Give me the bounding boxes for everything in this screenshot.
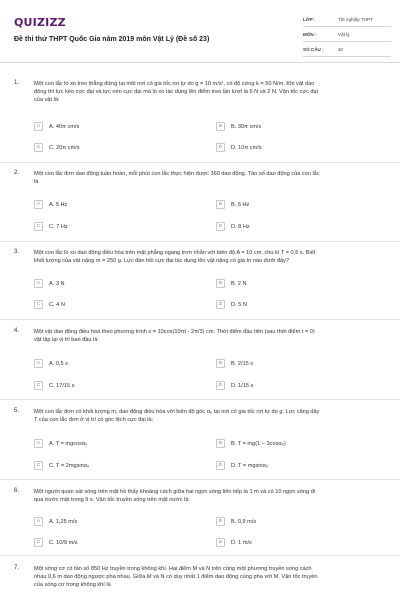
option-letter-box: A — [34, 517, 43, 526]
option-letter-box: A — [34, 279, 43, 288]
meta-value: 40 — [338, 46, 344, 52]
question-divider — [0, 555, 400, 556]
question-line: vật lặp lại vị trí ban đầu là: — [34, 337, 99, 343]
option-text: C. T = 2mgsinα₀ — [49, 462, 90, 469]
question-text — [34, 249, 388, 265]
question-line: qua trước mặt trong 9 s. Vận tốc truyền sóng trên mặt nước là: — [34, 497, 190, 503]
option-text: D. 8 Hz — [231, 223, 250, 230]
option-letter-box: D — [216, 222, 225, 231]
quizizz-logo: QUIZIZZ — [14, 16, 66, 29]
option-letter-box: B — [216, 359, 225, 368]
option-text: C. 7 Hz — [49, 223, 68, 230]
option-b[interactable] — [216, 278, 366, 289]
question-number: 5. — [14, 408, 20, 414]
question-text — [34, 565, 388, 589]
option-d[interactable] — [216, 380, 366, 391]
option-letter-box: D — [216, 538, 225, 547]
option-text: A. T = mgcosα₀ — [49, 440, 88, 447]
option-b[interactable] — [216, 358, 366, 369]
question-number: 3. — [14, 249, 20, 255]
question-line: động thì lực kéo cực đại và lực nén cực đại mà lò xo tác dụng lên điểm treo lần lượt là 6 N và 2 N. Vận tốc cực đại — [34, 89, 318, 95]
question-line: Một con lắc lò xo treo thẳng đứng tại một nơi có gia tốc rơi tự do g = 10 m/s², có độ cứng k = 50 N/m. Khi vật dao — [34, 81, 315, 87]
question-line: là — [34, 179, 39, 185]
question-line: Một con lắc đơn có khối lượng m, dao động điều hòa với biên độ góc α₀ tại nơi có gia tốc rơi tự do g. Lực căng dây — [34, 409, 320, 415]
option-text: D. 1 m/s — [231, 539, 252, 546]
option-letter-box: A — [34, 122, 43, 131]
option-text: A. 1,25 m/s — [49, 518, 78, 525]
question-text — [34, 80, 388, 104]
option-text: A. 40π cm/s — [49, 123, 80, 130]
option-c[interactable] — [34, 460, 184, 471]
question-divider — [0, 319, 400, 320]
question-line: Một sóng cơ có tần số 850 Hz truyền trong không khí. Hai điểm M và N trên cùng một phương truyền sóng cách — [34, 566, 312, 572]
option-letter-box: C — [34, 461, 43, 470]
meta-row-count — [303, 42, 391, 57]
option-d[interactable] — [216, 142, 366, 153]
option-letter-box: A — [34, 439, 43, 448]
option-d[interactable] — [216, 299, 366, 310]
option-a[interactable] — [34, 358, 184, 369]
header-divider — [0, 62, 400, 63]
question-number: 7. — [14, 565, 20, 571]
option-c[interactable] — [34, 221, 184, 232]
option-c[interactable] — [34, 142, 184, 153]
option-letter-box: C — [34, 222, 43, 231]
question-line: Một con lắc lò xo dao động điều hòa trên mặt phẳng ngang trơn nhẵn với biên độ A = 10 cm, chu kì T = 0,5 s. Biết — [34, 250, 316, 256]
option-text: B. 6 Hz — [231, 201, 250, 208]
option-a[interactable] — [34, 516, 184, 527]
exam-meta — [303, 12, 391, 57]
question-divider — [0, 162, 400, 163]
option-letter-box: D — [216, 381, 225, 390]
question-divider — [0, 399, 400, 400]
option-a[interactable] — [34, 199, 184, 210]
option-text: C. 4 N — [49, 301, 65, 308]
meta-row-subject — [303, 27, 391, 42]
option-letter-box: C — [34, 381, 43, 390]
option-text: B. 0,9 m/s — [231, 518, 257, 525]
option-letter-box: D — [216, 143, 225, 152]
option-b[interactable] — [216, 516, 366, 527]
option-letter-box: A — [34, 200, 43, 209]
question-number: 1. — [14, 80, 20, 86]
option-text: B. 2 N — [231, 280, 247, 287]
exam-title: Đề thi thử THPT Quốc Gia năm 2019 môn Vật Lý (Đề số 23) — [14, 36, 210, 43]
question-line: của vật là: — [34, 97, 60, 103]
option-letter-box: C — [34, 538, 43, 547]
option-c[interactable] — [34, 380, 184, 391]
question-line: Một vật dao động điều hoà theo phương trình x = 10cos(10πt - 2π/3) cm. Thời điểm đầu tiên (sau thời điểm t = 0) — [34, 329, 315, 335]
option-text: D. T = mgsinα₀ — [231, 462, 269, 469]
option-letter-box: B — [216, 279, 225, 288]
meta-key: SỐ CÂU : — [303, 46, 324, 52]
meta-value: Tốt nghiệp THPT — [338, 16, 373, 22]
option-text: B. 30π cm/s — [231, 123, 262, 130]
option-text: C. 10/9 m/s — [49, 539, 78, 546]
option-text: B. 2/15 s — [231, 360, 254, 367]
option-letter-box: B — [216, 200, 225, 209]
option-text: A. 5 Hz — [49, 201, 68, 208]
meta-key: MÔN : — [303, 31, 317, 37]
option-letter-box: B — [216, 517, 225, 526]
option-letter-box: C — [34, 143, 43, 152]
option-text: D. 5 N — [231, 301, 247, 308]
option-b[interactable] — [216, 121, 366, 132]
option-d[interactable] — [216, 537, 366, 548]
option-b[interactable] — [216, 438, 366, 449]
option-text: D. 10π cm/s — [231, 144, 262, 151]
meta-value: Vật lý — [338, 31, 350, 37]
option-text: A. 0,5 s — [49, 360, 68, 367]
question-number: 6. — [14, 488, 20, 494]
option-letter-box: A — [34, 359, 43, 368]
option-letter-box: B — [216, 439, 225, 448]
question-text — [34, 170, 388, 186]
meta-key: LỚP : — [303, 16, 316, 22]
question-line: Một con lắc đơn dao động tuần hoàn, mỗi phút con lắc thực hiện được 360 dao động. Tần số dao động của con lắc — [34, 171, 320, 177]
option-a[interactable] — [34, 438, 184, 449]
option-letter-box: D — [216, 461, 225, 470]
option-a[interactable] — [34, 121, 184, 132]
option-d[interactable] — [216, 221, 366, 232]
option-c[interactable] — [34, 537, 184, 548]
question-text — [34, 408, 388, 424]
question-line: Một người quan sát sóng trên mặt hồ thấy khoảng cách giữa hai ngọn sóng liên tiếp là 1 m và có 10 ngọn sóng đi — [34, 489, 316, 495]
question-line: khối lượng của vật nặng m = 250 g. Lực đàn hồi cực đại tác dụng lên vật nặng có giá trị nào dưới đây? — [34, 258, 290, 264]
question-number: 2. — [14, 170, 20, 176]
question-number: 4. — [14, 328, 20, 334]
option-letter-box: C — [34, 300, 43, 309]
question-line: của sóng cơ trong không khí là — [34, 582, 111, 588]
question-divider — [0, 241, 400, 242]
meta-row-class — [303, 12, 391, 27]
option-text: C. 20π cm/s — [49, 144, 80, 151]
option-text: B. T = mg(1 − 3cosα₀) — [231, 440, 286, 447]
option-letter-box: B — [216, 122, 225, 131]
question-line: nhau 0,6 m dao động ngược pha nhau. Giữa M và N có duy nhất 1 điểm dao động cùng pha với M. Vận tốc truyền — [34, 574, 318, 580]
option-text: C. 17/15 s — [49, 382, 75, 389]
option-c[interactable] — [34, 299, 184, 310]
option-text: D. 1/15 s — [231, 382, 254, 389]
option-d[interactable] — [216, 460, 366, 471]
option-a[interactable] — [34, 278, 184, 289]
question-text — [34, 488, 388, 504]
question-text — [34, 328, 388, 344]
option-letter-box: D — [216, 300, 225, 309]
question-divider — [0, 479, 400, 480]
option-b[interactable] — [216, 199, 366, 210]
option-text: A. 3 N — [49, 280, 65, 287]
question-line: T của con lắc đơn ở vị trí có góc lệch cực đại là: — [34, 417, 154, 423]
